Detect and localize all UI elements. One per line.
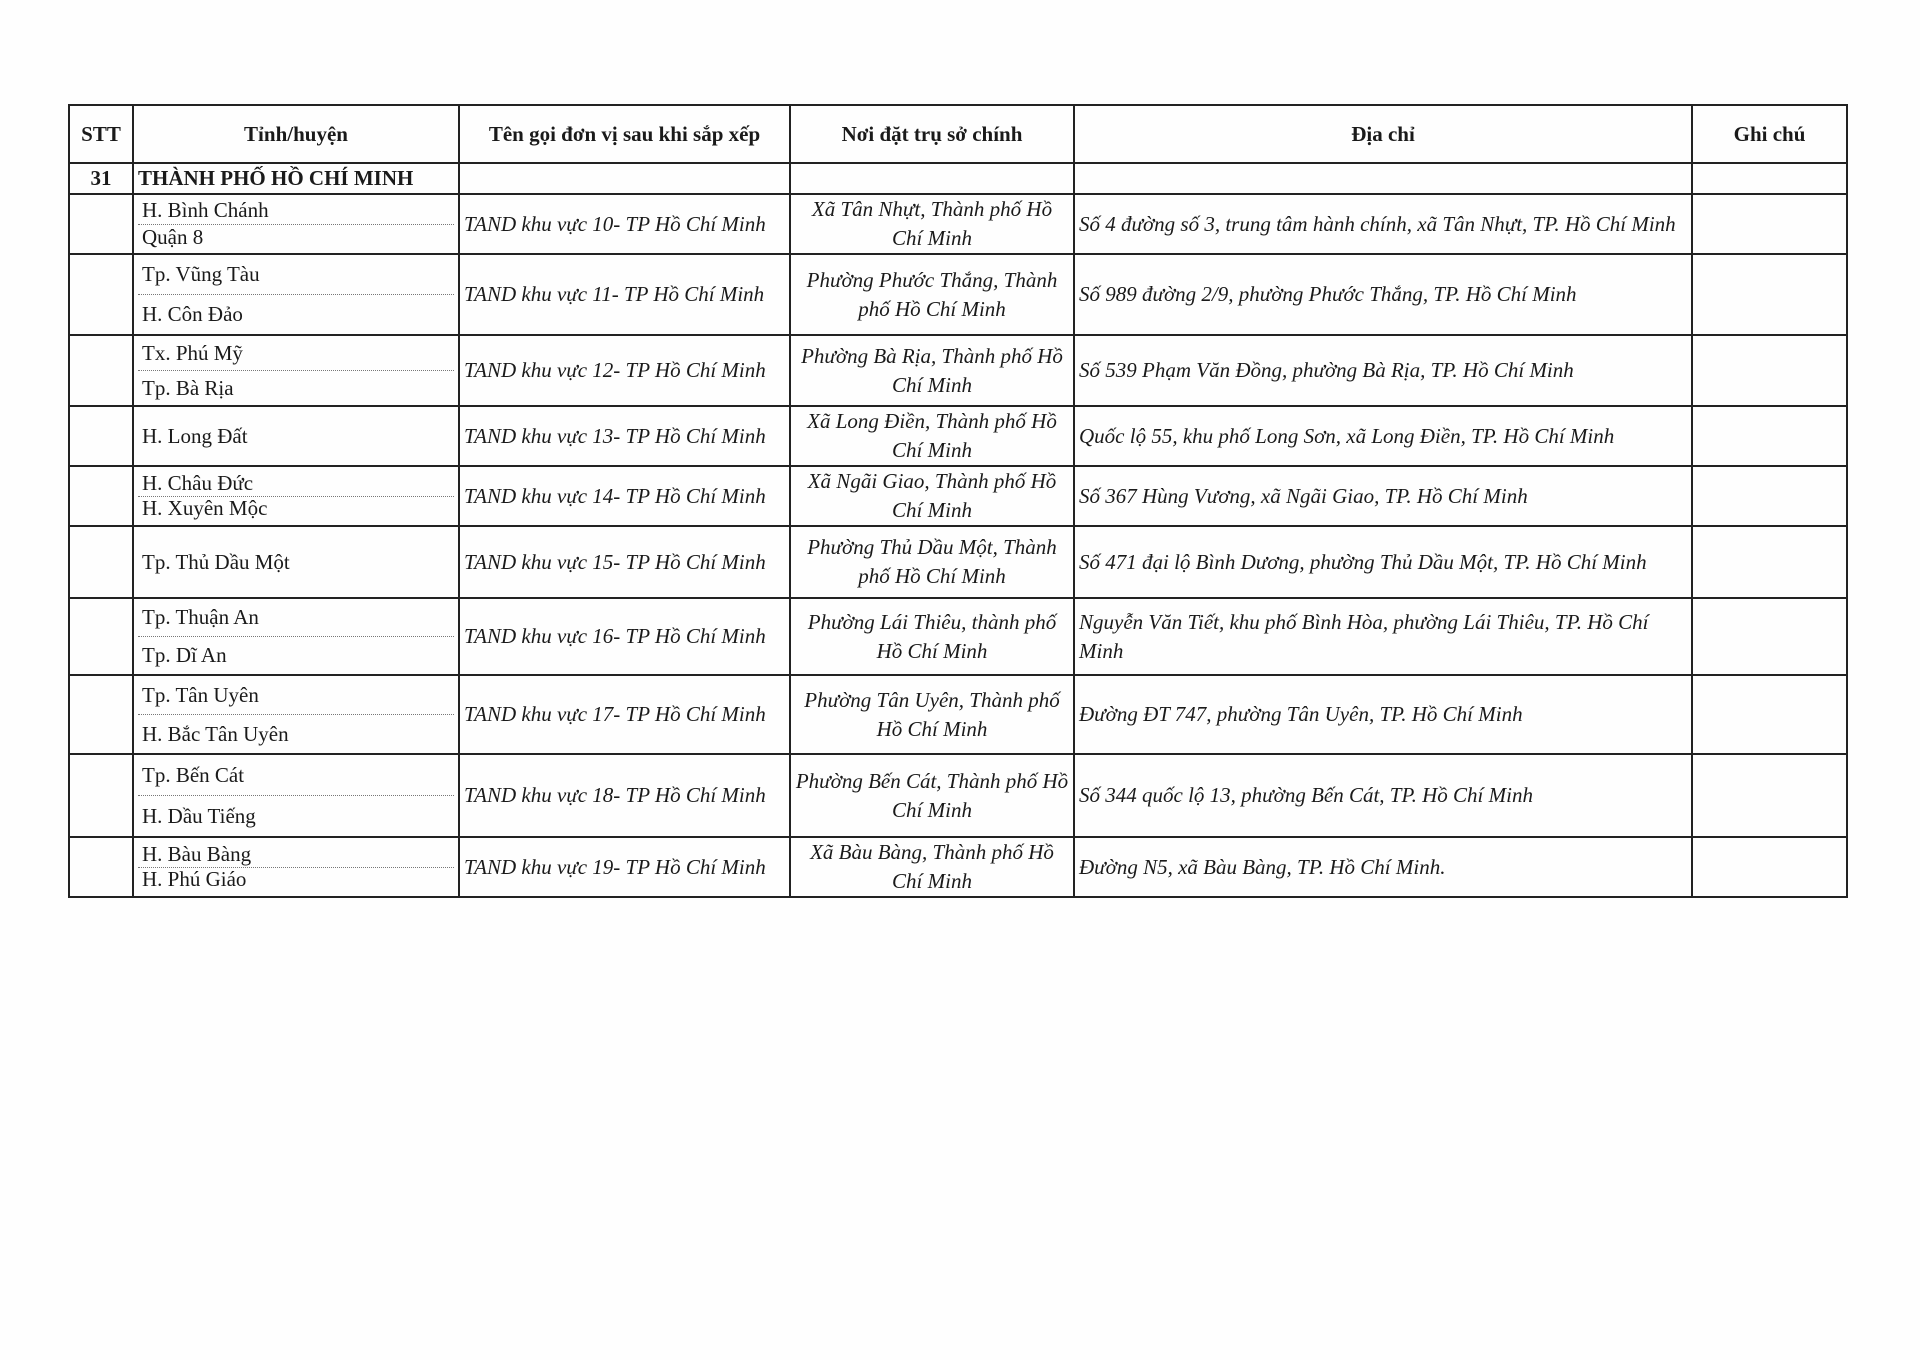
district-cell xyxy=(133,837,459,897)
district-name: Tp. Bà Rịa xyxy=(142,375,234,400)
row-stt-cell xyxy=(69,406,133,466)
section-row xyxy=(69,163,1847,194)
district-name: H. Phú Giáo xyxy=(142,867,247,891)
header-address: Địa chỉ xyxy=(1074,105,1692,163)
address-cell: Quốc lộ 55, khu phố Long Sơn, xã Long Điền, TP. Hồ Chí Minh xyxy=(1074,406,1692,466)
row-stt-cell xyxy=(69,254,133,335)
district-name: H. Bắc Tân Uyên xyxy=(142,721,289,746)
row-stt-cell xyxy=(69,335,133,406)
address-cell: Nguyễn Văn Tiết, khu phố Bình Hòa, phường Lái Thiêu, TP. Hồ Chí Minh xyxy=(1074,598,1692,675)
unit-name-cell: TAND khu vực 12- TP Hồ Chí Minh xyxy=(459,335,790,406)
location-cell: Xã Long Điền, Thành phố Hồ Chí Minh xyxy=(790,406,1074,466)
location-cell: Xã Ngãi Giao, Thành phố Hồ Chí Minh xyxy=(790,466,1074,526)
district-cell xyxy=(133,406,459,466)
header-note: Ghi chú xyxy=(1692,105,1847,163)
unit-name-cell: TAND khu vực 15- TP Hồ Chí Minh xyxy=(459,526,790,598)
section-empty-cell xyxy=(459,163,790,194)
section-empty-cell xyxy=(1692,163,1847,194)
district-name: H. Châu Đức xyxy=(138,472,454,497)
section-empty-cell xyxy=(790,163,1074,194)
district-name: Tp. Bến Cát xyxy=(138,755,454,796)
unit-name-cell: TAND khu vực 13- TP Hồ Chí Minh xyxy=(459,406,790,466)
address-cell: Số 539 Phạm Văn Đồng, phường Bà Rịa, TP. Hồ Chí Minh xyxy=(1074,335,1692,406)
note-cell xyxy=(1692,406,1847,466)
table-row xyxy=(69,466,1847,526)
note-cell xyxy=(1692,754,1847,837)
section-empty-cell xyxy=(1074,163,1692,194)
table-row xyxy=(69,406,1847,466)
district-name: H. Xuyên Mộc xyxy=(142,496,268,520)
section-stt: 31 xyxy=(69,163,133,194)
row-stt-cell xyxy=(69,194,133,254)
district-name: Tp. Thuận An xyxy=(138,599,454,637)
table-row xyxy=(69,526,1847,598)
location-cell: Phường Phước Thắng, Thành phố Hồ Chí Minh xyxy=(790,254,1074,335)
district-name: H. Bàu Bàng xyxy=(138,843,454,868)
unit-name-cell: TAND khu vực 10- TP Hồ Chí Minh xyxy=(459,194,790,254)
note-cell xyxy=(1692,598,1847,675)
header-province: Tỉnh/huyện xyxy=(133,105,459,163)
note-cell xyxy=(1692,526,1847,598)
address-cell: Đường ĐT 747, phường Tân Uyên, TP. Hồ Chí Minh xyxy=(1074,675,1692,754)
unit-name-cell: TAND khu vực 11- TP Hồ Chí Minh xyxy=(459,254,790,335)
district-name: Tx. Phú Mỹ xyxy=(138,336,454,371)
district-cell xyxy=(133,526,459,598)
district-name: Tp. Thủ Dầu Một xyxy=(142,549,290,574)
table-row xyxy=(69,335,1847,406)
location-cell: Phường Bến Cát, Thành phố Hồ Chí Minh xyxy=(790,754,1074,837)
row-stt-cell xyxy=(69,675,133,754)
address-cell: Đường N5, xã Bàu Bàng, TP. Hồ Chí Minh. xyxy=(1074,837,1692,897)
table-row xyxy=(69,675,1847,754)
district-name: Quận 8 xyxy=(142,225,204,249)
table-row xyxy=(69,598,1847,675)
header-unit-name: Tên gọi đơn vị sau khi sắp xếp xyxy=(459,105,790,163)
address-cell: Số 367 Hùng Vương, xã Ngãi Giao, TP. Hồ Chí Minh xyxy=(1074,466,1692,526)
row-stt-cell xyxy=(69,754,133,837)
note-cell xyxy=(1692,194,1847,254)
note-cell xyxy=(1692,675,1847,754)
header-stt: STT xyxy=(69,105,133,163)
row-stt-cell xyxy=(69,526,133,598)
unit-name-cell: TAND khu vực 16- TP Hồ Chí Minh xyxy=(459,598,790,675)
district-name: H. Long Đất xyxy=(142,423,248,448)
location-cell: Phường Lái Thiêu, thành phố Hồ Chí Minh xyxy=(790,598,1074,675)
unit-name-cell: TAND khu vực 19- TP Hồ Chí Minh xyxy=(459,837,790,897)
table-row xyxy=(69,254,1847,335)
district-name: H. Bình Chánh xyxy=(138,198,454,225)
district-cell xyxy=(133,598,459,675)
district-cell xyxy=(133,254,459,335)
note-cell xyxy=(1692,837,1847,897)
location-cell: Phường Bà Rịa, Thành phố Hồ Chí Minh xyxy=(790,335,1074,406)
address-cell: Số 471 đại lộ Bình Dương, phường Thủ Dầu Một, TP. Hồ Chí Minh xyxy=(1074,526,1692,598)
location-cell: Xã Tân Nhựt, Thành phố Hồ Chí Minh xyxy=(790,194,1074,254)
district-name: Tp. Vũng Tàu xyxy=(138,255,454,295)
location-cell: Phường Tân Uyên, Thành phố Hồ Chí Minh xyxy=(790,675,1074,754)
table-header-row xyxy=(69,105,1847,163)
district-name: Tp. Dĩ An xyxy=(142,643,227,667)
row-stt-cell xyxy=(69,837,133,897)
district-name: H. Côn Đảo xyxy=(142,302,243,326)
unit-name-cell: TAND khu vực 17- TP Hồ Chí Minh xyxy=(459,675,790,754)
header-location: Nơi đặt trụ sở chính xyxy=(790,105,1074,163)
address-cell: Số 344 quốc lộ 13, phường Bến Cát, TP. Hồ Chí Minh xyxy=(1074,754,1692,837)
row-stt-cell xyxy=(69,598,133,675)
district-cell xyxy=(133,754,459,837)
unit-name-cell: TAND khu vực 14- TP Hồ Chí Minh xyxy=(459,466,790,526)
table-row xyxy=(69,194,1847,254)
note-cell xyxy=(1692,335,1847,406)
location-cell: Phường Thủ Dầu Một, Thành phố Hồ Chí Minh xyxy=(790,526,1074,598)
district-cell xyxy=(133,675,459,754)
district-cell xyxy=(133,466,459,526)
address-cell: Số 989 đường 2/9, phường Phước Thắng, TP. Hồ Chí Minh xyxy=(1074,254,1692,335)
location-cell: Xã Bàu Bàng, Thành phố Hồ Chí Minh xyxy=(790,837,1074,897)
section-title: THÀNH PHỐ HỒ CHÍ MINH xyxy=(133,163,459,194)
district-cell xyxy=(133,194,459,254)
table-row xyxy=(69,754,1847,837)
district-name: Tp. Tân Uyên xyxy=(138,676,454,715)
note-cell xyxy=(1692,466,1847,526)
court-units-table xyxy=(68,104,1848,898)
note-cell xyxy=(1692,254,1847,335)
row-stt-cell xyxy=(69,466,133,526)
district-name: H. Dầu Tiếng xyxy=(142,803,256,828)
district-cell xyxy=(133,335,459,406)
table-row xyxy=(69,837,1847,897)
unit-name-cell: TAND khu vực 18- TP Hồ Chí Minh xyxy=(459,754,790,837)
address-cell: Số 4 đường số 3, trung tâm hành chính, xã Tân Nhựt, TP. Hồ Chí Minh xyxy=(1074,194,1692,254)
